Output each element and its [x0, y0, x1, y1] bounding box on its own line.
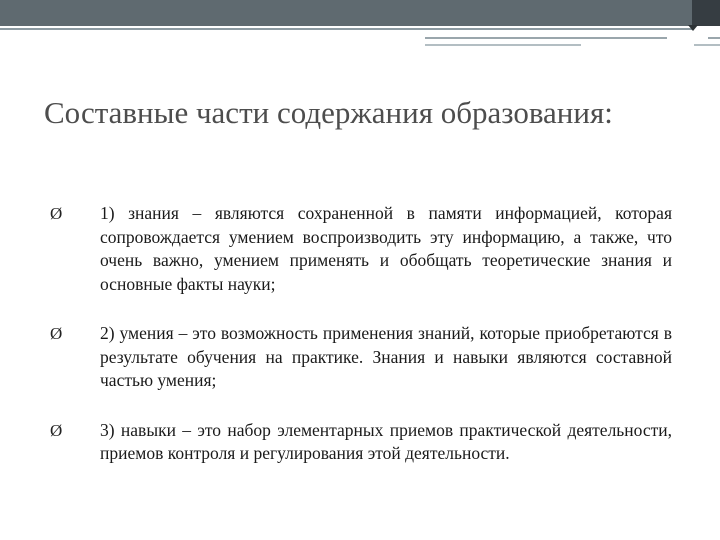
- arrow-bullet-icon: Ø: [50, 204, 63, 223]
- header-bar: [0, 0, 720, 26]
- list-item: [50, 419, 672, 466]
- bullet-text: 2) умения – это возможность применения знаний, которые приобретаются в результате обучения на практике. Знания и навыки являются составной частью умения;: [100, 323, 672, 390]
- bullet-text: 3) навыки – это набор элементарных приемов практической деятельности, приемов контроля и регулирования этой деятельности.: [100, 419, 672, 463]
- list-item: [50, 322, 672, 393]
- bullet-text: 1) знания – являются сохраненной в памяти информацией, которая сопровождается умением воспроизводить эту информацию, а также, что очень важно, умением применять и обобщать теоретические знания и основные факты науки;: [100, 203, 672, 294]
- header-accent-line-short: [425, 44, 581, 46]
- arrow-bullet-icon: Ø: [50, 324, 63, 343]
- bullet-list: [50, 202, 672, 492]
- arrow-bullet-icon: Ø: [50, 420, 63, 440]
- header-accent-line-right: [708, 37, 720, 39]
- header-accent-line: [425, 37, 667, 39]
- header-accent-line-right-lower: [694, 44, 720, 46]
- header-bar-dark-segment: [692, 0, 720, 26]
- list-item: [50, 202, 672, 296]
- header-rule: [0, 28, 692, 30]
- corner-triangle-icon: [688, 25, 698, 31]
- slide-title: Составные части содержания образования:: [44, 95, 613, 130]
